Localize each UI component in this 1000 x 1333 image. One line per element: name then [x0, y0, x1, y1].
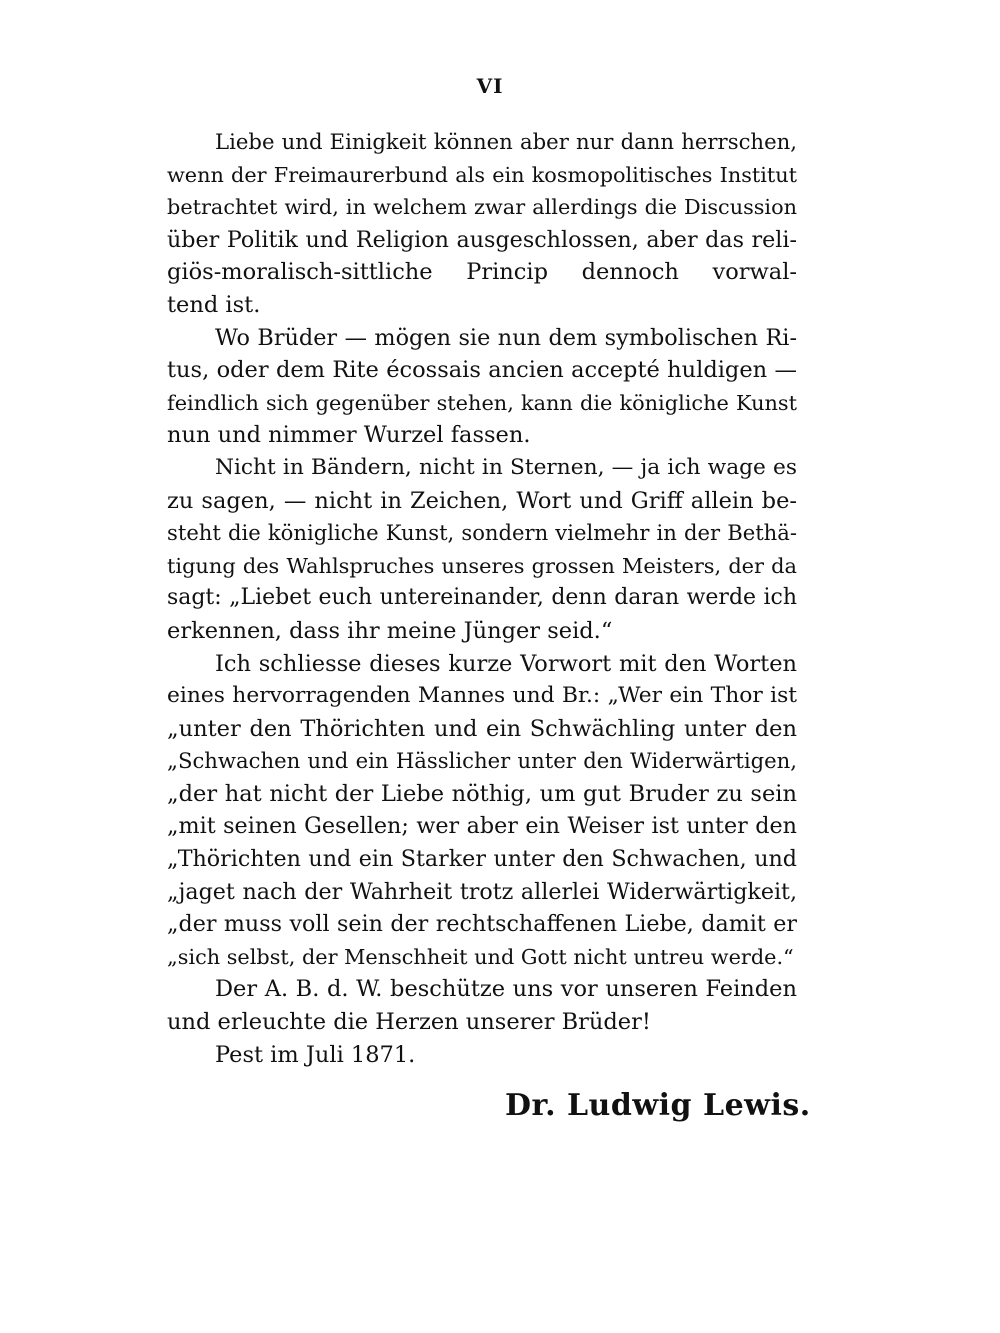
- text-line: „mit seinen Gesellen; wer aber ein Weiser ist unter den: [167, 813, 797, 840]
- text-line: feindlich sich gegenüber stehen, kann die königliche Kunst: [167, 390, 797, 415]
- paragraph: [167, 322, 797, 452]
- paragraph: [167, 126, 797, 322]
- text-line: „unter den Thörichten und ein Schwächling unter den: [167, 715, 797, 742]
- paragraph: [167, 973, 797, 1038]
- text-line: tend ist.: [167, 291, 261, 318]
- text-line: und erleuchte die Herzen unserer Brüder!: [167, 1009, 651, 1036]
- text-line: eines hervorragenden Mannes und Br.: „Wer ein Thor ist: [167, 683, 797, 709]
- text-line: über Politik und Religion ausgeschlossen, aber das reli-: [167, 226, 797, 253]
- text-line: betrachtet wird, in welchem zwar allerdings die Discussion: [167, 195, 797, 220]
- text-line: „Thörichten und ein Starker unter den Schwachen, und: [167, 846, 797, 873]
- author-signature: Dr. Ludwig Lewis.: [505, 1088, 811, 1123]
- text-line: Der A. B. d. W. beschütze uns vor unseren Feinden: [215, 976, 797, 1003]
- text-line: tigung des Wahlspruches unseres grossen Meisters, der da: [167, 553, 797, 578]
- page-number: VI: [476, 74, 504, 98]
- text-line: erkennen, dass ihr meine Jünger seid.“: [167, 617, 613, 644]
- text-line: wenn der Freimaurerbund als ein kosmopolitisches Institut: [167, 162, 797, 187]
- text-line: „sich selbst, der Menschheit und Gott nicht untreu werde.“: [167, 944, 794, 969]
- paragraph: [167, 648, 797, 974]
- text-line: sagt: „Liebet euch untereinander, denn daran werde ich: [167, 585, 797, 611]
- text-line: „jaget nach der Wahrheit trotz allerlei Widerwärtigkeit,: [167, 878, 797, 905]
- text-line: „der muss voll sein der rechtschaffenen Liebe, damit er: [167, 911, 797, 938]
- text-line: „der hat nicht der Liebe nöthig, um gut Bruder zu sein: [167, 780, 797, 807]
- text-line: „Schwachen und ein Hässlicher unter den Widerwärtigen,: [167, 748, 797, 774]
- text-line: giös-moralisch-sittliche Princip dennoch vorwal-: [167, 259, 797, 286]
- text-line: tus, oder dem Rite écossais ancien accepté huldigen —: [167, 357, 797, 384]
- paragraph: [167, 452, 797, 648]
- text-line: Liebe und Einigkeit können aber nur dann herrschen,: [215, 129, 797, 154]
- text-line: Wo Brüder — mögen sie nun dem symbolischen Ri-: [215, 324, 797, 351]
- text-line: zu sagen, — nicht in Zeichen, Wort und Griff allein be-: [167, 487, 797, 514]
- text-line: Ich schliesse dieses kurze Vorwort mit den Worten: [215, 650, 797, 677]
- text-line: Nicht in Bändern, nicht in Sternen, — ja ich wage es: [215, 454, 797, 480]
- text-line: nun und nimmer Wurzel fassen.: [167, 422, 531, 449]
- dateline: [167, 1039, 797, 1072]
- text-line: Pest im Juli 1871.: [215, 1041, 416, 1068]
- text-line: steht die königliche Kunst, sondern vielmehr in der Bethä-: [167, 520, 797, 546]
- body-text: [167, 126, 797, 1071]
